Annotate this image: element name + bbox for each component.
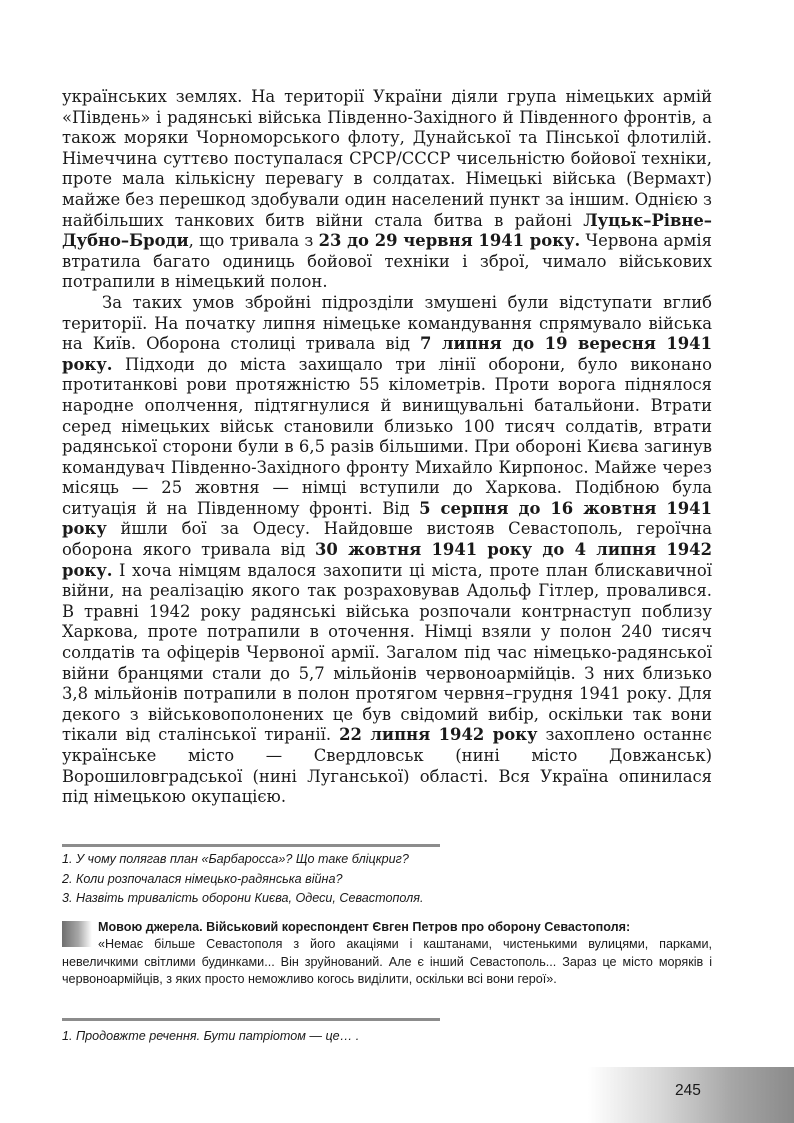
question-item: 2. Коли розпочалася німецько-радянська війна? [62, 871, 343, 886]
source-title: Мовою джерела. Військовий кореспондент Євген Петров про оборону Севастополя: [98, 920, 631, 934]
page-number: 245 [675, 1082, 701, 1099]
question-item: 1. У чому полягав план «Барбаросса»? Що таке бліцкриг? [62, 852, 409, 866]
bold-date: 30 жовтня 1941 року до 4 липня 1942 року. [62, 540, 712, 580]
paragraph-2: За таких умов збройні підрозділи змушені були відступати вглиб території. На початку липня німецьке командування спрямувало війська на Київ. Оборона столиці тривала від 7 липня до 19 вересня 1941 року. Підходи до міста захищало три лінії оборони, було виконано протитанкові рови протяжністю 55 кілометрів. Проти ворога піднялося народне ополчення, підтягнулися й винищувальні батальйони. Втрати серед німецьких військ становили близько 100 тисяч солдатів, втрати радянської сторони були в 6,5 разів більшими. При обороні Києва загинув командувач Південно-Західного фронту Михайло Кирпонос. Майже через місяць — 25 жовтня — німці вступили до Харкова. Подібною була ситуація й на Південному фронті. Від 5 серпня до 16 жовтня 1941 року йшли бої за Одесу. Найдовше вистояв Севастополь, героїчна оборона якого тривала від 30 жовтня 1941 року до 4 липня 1942 року. І хоча німцям вдалося захопити ці міста, проте план блискавичної війни, на реалізацію якого так розраховував Адольф Гітлер, провалився. В травні 1942 року радянські війська розпочали контрнаступ поблизу Харкова, проте потрапили в оточення. Німці взяли у полон 240 тисяч солдатів та офіцерів Червоної армії. Загалом під час німецько-радянської війни бранцями стали до 5,7 мільйонів червоноармійців. З них близько 3,8 мільйонів потрапили в полон протягом червня–грудня 1941 року. Для декого з військовополонених це був свідомий вибір, оскільки так вони тікали від сталінської тиранії. 22 липня 1942 року захоплено останнє українське місто — Свердловськ (нині місто Довжанськ) Ворошиловградської (нині Луганської) області. Вся Україна опинилася під німецькою окупацією. [62, 292, 712, 807]
divider [62, 1018, 440, 1021]
source-text [62, 919, 712, 989]
divider [62, 844, 440, 847]
main-text [62, 87, 712, 808]
source-quote: «Немає більше Севастополя з його акаціями і каштанами, чистенькими вулицями, парками, невеличкими світлими будинками... Він зруйнований. Але є інший Севастополь... Зараз це місто моряків і червоноармійців, з яких просто неможливо когось виділити, оскільки всі вони герої». [62, 937, 712, 987]
bold-place: Луцьк–Рівне–Дубно–Броди [62, 210, 712, 251]
bold-date: 5 серпня до 16 жовтня 1941 року [62, 498, 712, 539]
questions-list [62, 850, 712, 909]
bold-date: 7 липня до 19 вересня 1941 року. [62, 334, 712, 374]
task-item: 1. Продовжте речення. Бути патріотом — це… . [62, 1029, 360, 1043]
paragraph-1: українських землях. На території України діяли група німецьких армій «Південь» і радянські війська Південно-Західного й Південного фронтів, а також моряки Чорноморського флоту, Дунайської та Пінської флотилій. Німеччина суттєво поступалася СРСР/СССР чисельністю бойової техніки, проте мала кількісну перевагу в солдатах. Німецькі війська (Вермахт) майже без перешкод здобували один населений пункт за іншим. Однією з найбільших танкових битв війни стала битва в районі Луцьк–Рівне–Дубно–Броди, що тривала з 23 до 29 червня 1941 року. Червона армія втратила багато одиниць бойової техніки і зброї, чимало військових потрапили в німецький полон. [62, 87, 712, 292]
question-item: 3. Назвіть тривалість оборони Києва, Одеси, Севастополя. [62, 891, 424, 905]
source-block [62, 919, 712, 989]
task-list [62, 1027, 712, 1047]
source-marker-icon [62, 921, 92, 947]
bold-date: 22 липня 1942 року [339, 725, 538, 745]
bold-date: 23 до 29 червня 1941 року. [318, 231, 581, 251]
